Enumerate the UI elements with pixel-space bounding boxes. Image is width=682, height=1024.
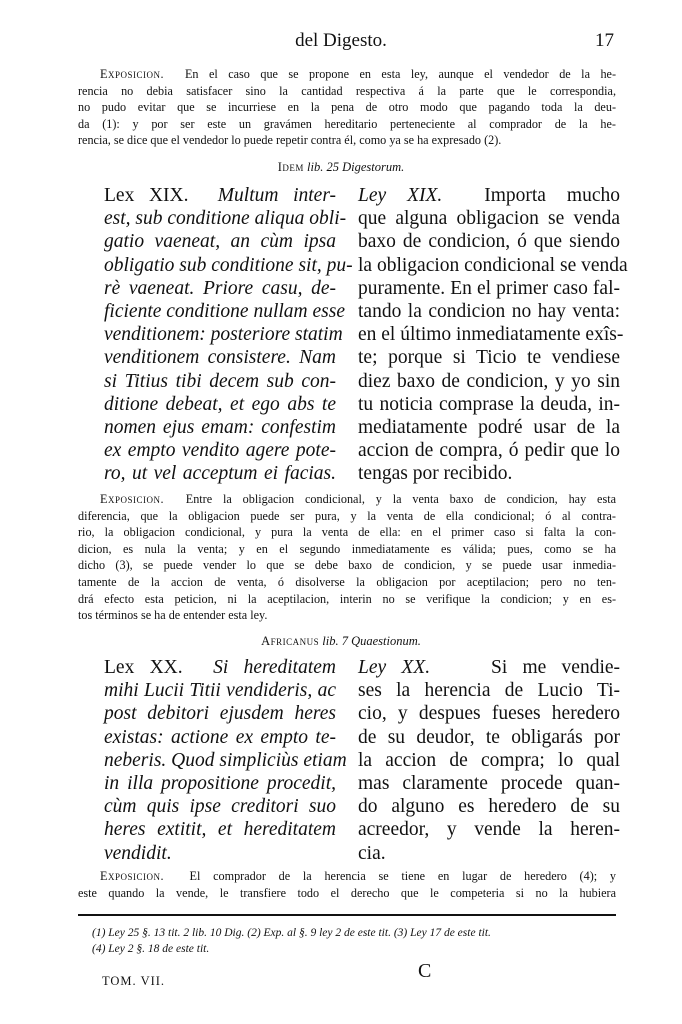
volume-label: TOM. VII. [102, 974, 166, 988]
latin-column-lex-20 [104, 656, 347, 865]
footnote-rule [78, 914, 616, 916]
latin-line: gatio vaeneat, an cùm ipsa [104, 231, 336, 253]
latin-line: ficiente conditione nullam esse [104, 301, 345, 323]
latin-line: existas: actione ex empto te- [104, 726, 336, 748]
spanish-line: diez baxo de condicion, y yo sin [358, 370, 620, 392]
running-head: del Digesto. [295, 30, 387, 51]
spanish-line: accion de compra, ó pedir que lo [358, 440, 620, 462]
spanish-column-ley-20 [358, 656, 620, 865]
exposicion-label: Exposicion. [100, 67, 164, 81]
spanish-line: la obligacion condicional se venda [358, 254, 628, 276]
heading-source: lib. 7 Quaestionum. [322, 634, 421, 648]
spanish-line: cia. [358, 842, 386, 864]
exposicion-line: drá efecto esta peticion, ni la aceptilacion, interin no se verifique la condicion; y en es- [78, 591, 616, 606]
law-number: Ley XIX. [358, 185, 443, 206]
latin-line: post debitori ejusdem heres [104, 703, 336, 725]
exposicion-line: rencia no debia satisfacer sino la cantidad respectiva á la parte que le correspondia, [78, 83, 616, 98]
exposicion-label: Exposicion. [100, 492, 164, 506]
spanish-line: acreedor, y vende la heren- [358, 819, 620, 841]
spanish-line: de su deudor, te obligarás por [358, 726, 620, 748]
exposicion-line: no pudo evitar que se incurriese en la pena de otro modo que pagando toda la deu- [78, 100, 616, 115]
exposicion-line: este quando la vende, le transfiere todo el derecho que le competeria si no la hubiera [78, 885, 616, 900]
footnote-line: (1) Ley 25 §. 13 tit. 2 lib. 10 Dig. (2) Exp. al §. 9 ley 2 de este tit. (3) Ley 17 de este tit. [92, 927, 491, 939]
exposicion-line: rio, la obligacion condicional, y pura la venta de ella: en el primer caso si falta la con- [78, 525, 616, 540]
latin-line: ditione debeat, et ego abs te [104, 393, 336, 415]
exposicion-3 [78, 868, 616, 901]
exposicion-label: Exposicion. [100, 869, 164, 883]
exposicion-1 [78, 66, 616, 149]
latin-line: vendidit. [104, 842, 172, 864]
heading-author: Africanus [261, 634, 320, 648]
spanish-line: tu noticia comprase la deuda, in- [358, 393, 620, 415]
latin-line: nomen ejus emam: confestim [104, 417, 336, 439]
latin-line: rè vaeneat. Priore casu, de- [104, 277, 336, 299]
spanish-line: ses la herencia de Lucio Ti- [358, 680, 620, 702]
exposicion-line: da (1): y por ser este un gravámen hereditario perteneciente al comprador de la he- [78, 116, 616, 131]
latin-line: venditionem: posteriore statim [104, 324, 343, 346]
exposicion-line: rencia, se dice que el vendedor lo puede repetir contra él, como ya se ha expresado (2). [78, 133, 502, 148]
spanish-line: que alguna obligacion se venda [358, 208, 620, 230]
exposicion-line: diferencia, que la obligacion puede ser pura, y la venta de ella condicional; ó al contra- [78, 508, 616, 523]
latin-line: ro, ut vel acceptum ei facias. [104, 463, 336, 485]
spanish-line: te; porque si Ticio te vendiese [358, 347, 620, 369]
latin-line: in illa propositione procedit, [104, 773, 336, 795]
latin-column-lex-19 [104, 184, 353, 486]
latin-line: ex empto vendito agere pote- [104, 440, 336, 462]
spanish-line: do alguno es heredero de su [358, 796, 620, 818]
spanish-line: Importa mucho [484, 185, 620, 206]
latin-line: cùm quis ipse creditori suo [104, 796, 336, 818]
spanish-line: cio, y despues fueses heredero [358, 703, 620, 725]
spanish-line: mas claramente procede quan- [358, 773, 620, 795]
latin-line: neberis. Quod simpliciùs etiam [104, 749, 347, 771]
spanish-line: tengas por recibido. [358, 463, 513, 485]
latin-line: mihi Lucii Titii vendideris, ac [104, 680, 336, 702]
footnote-line: (4) Ley 2 §. 18 de este tit. [92, 943, 210, 955]
exposicion-line: El comprador de la herencia se tiene en lugar de heredero (4); y [189, 869, 616, 883]
latin-line: est, sub conditione aliqua obli- [104, 208, 347, 230]
spanish-line: puramente. En el primer caso fal- [358, 277, 620, 299]
footnotes [92, 925, 622, 957]
spanish-line: en el último inmediatamente exîs- [358, 324, 624, 346]
latin-line: heres extitit, et hereditatem [104, 819, 336, 841]
spanish-column-ley-19 [358, 184, 628, 486]
spanish-line: baxo de condicion, ó que siendo [358, 231, 620, 253]
spanish-line: mediatamente podré usar de la [358, 417, 620, 439]
law-number: Lex XX. [104, 657, 183, 678]
exposicion-2 [78, 491, 616, 624]
spanish-line: la accion de compra; lo qual [358, 749, 620, 771]
exposicion-line: En el caso que se propone en esta ley, aunque el vendedor de la he- [184, 67, 617, 81]
page-number: 17 [595, 30, 614, 51]
exposicion-line: dicion, es nula la venta; y en el segundo inmediatamente es válida; pues, como se ha [78, 541, 616, 556]
latin-line: si Titius tibi decem sub con- [104, 370, 336, 392]
exposicion-line: tos términos se ha de entender esta ley. [78, 608, 268, 623]
latin-line: Multum inter- [217, 185, 337, 206]
exposicion-line: Entre la obligacion condicional, y la venta baxo de condicion, hay esta [185, 492, 616, 506]
spanish-line: tando la condicion no hay venta: [358, 301, 620, 323]
section-heading [0, 634, 682, 649]
heading-author: Idem [277, 160, 304, 174]
exposicion-line: tamente de la accion de venta, ó disolverse la obligacion por aceptilacion; pero no ten- [78, 574, 616, 589]
law-number: Ley XX. [358, 657, 431, 678]
spanish-line: Si me vendie- [491, 657, 621, 678]
latin-line: venditionem consistere. Nam [104, 347, 336, 369]
latin-line: obligatio sub conditione sit, pu- [104, 254, 353, 276]
heading-source: lib. 25 Digestorum. [307, 160, 405, 174]
section-heading [0, 160, 682, 175]
signature-mark: C [418, 960, 432, 982]
law-number: Lex XIX. [104, 185, 189, 206]
latin-line: Si hereditatem [213, 657, 337, 678]
exposicion-line: dicho (3), se puede vender lo que se debe baxo de condicion, y se puede usar inmedia- [78, 558, 616, 573]
